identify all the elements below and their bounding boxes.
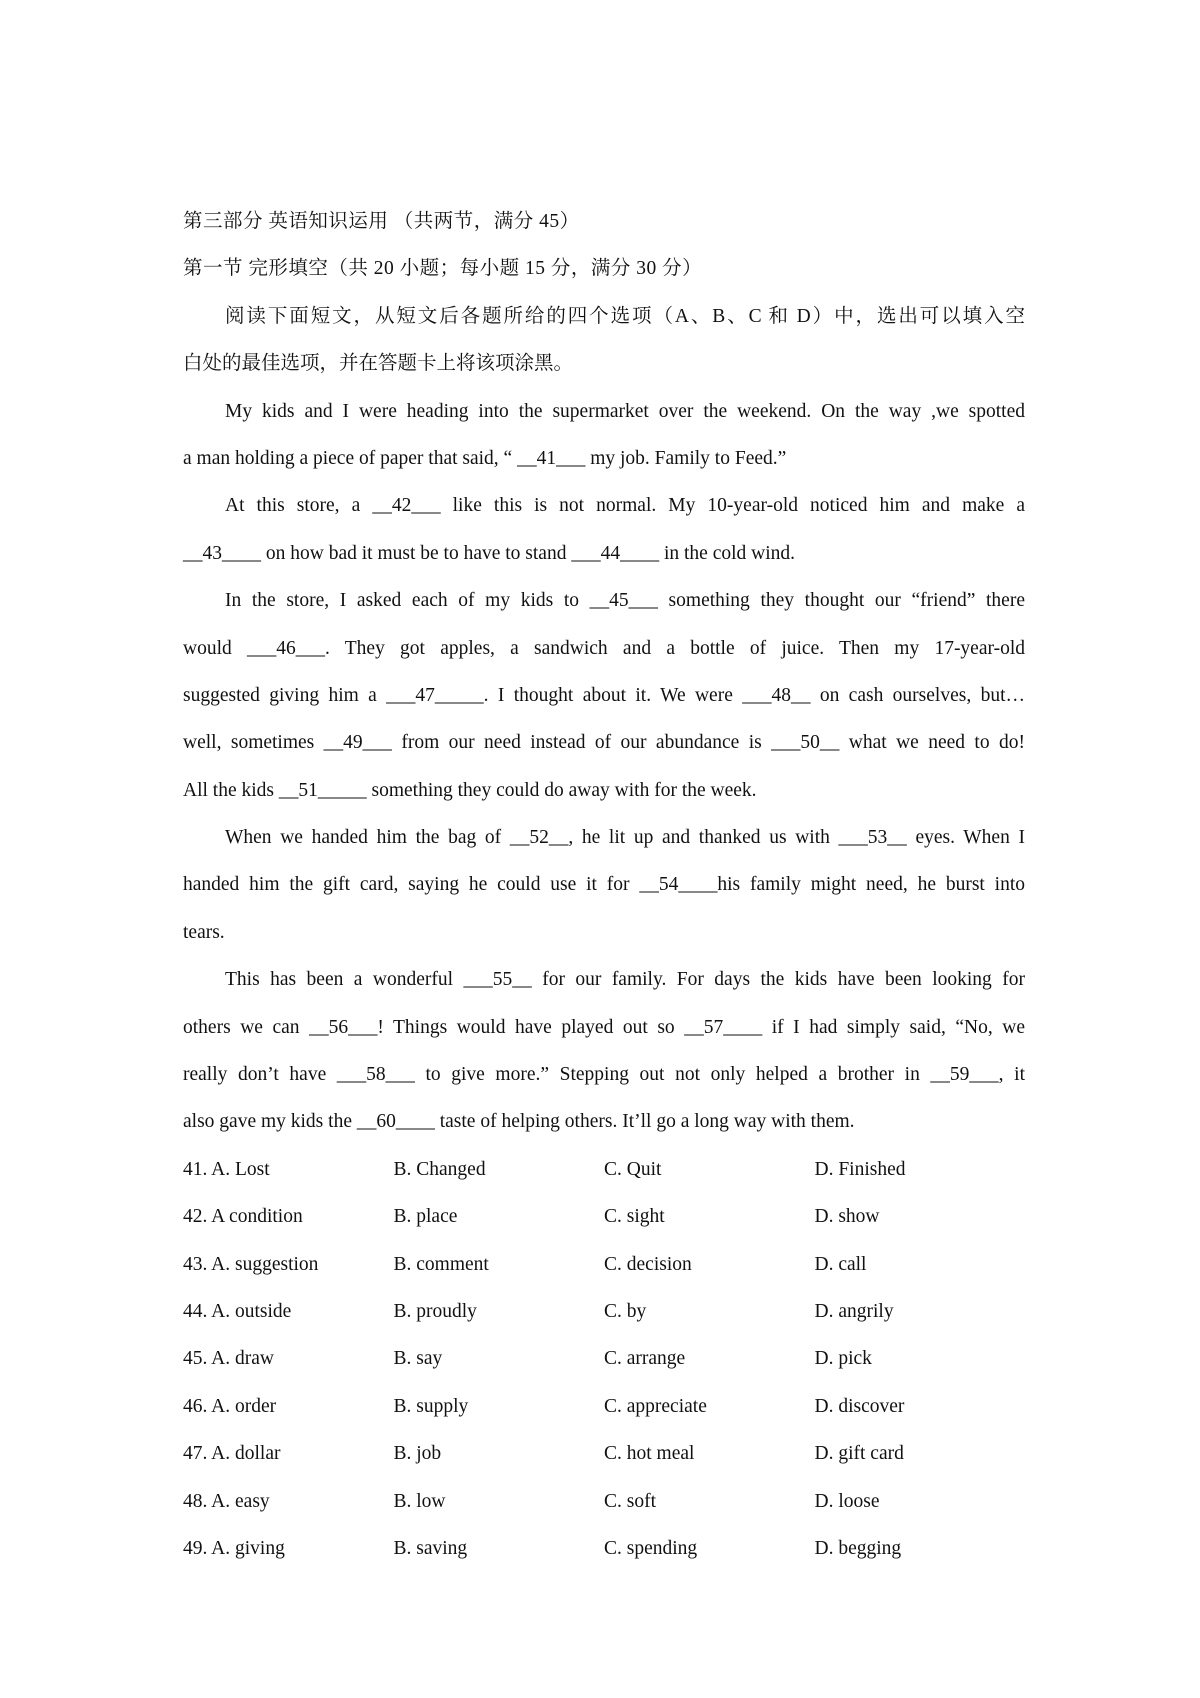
option-choice: C. appreciate [604, 1395, 707, 1417]
option-row [183, 1335, 1025, 1382]
answer-blank: __43____ [183, 542, 261, 564]
passage-line [183, 909, 1025, 956]
passage-text: a man holding a piece of paper that said, “ [183, 447, 518, 469]
answer-blank: __52__ [509, 827, 569, 849]
passage-line [183, 861, 1025, 908]
option-row [183, 1193, 1025, 1240]
option-choice: B. supply [393, 1395, 469, 1417]
option-choice: D. gift card [814, 1443, 904, 1465]
part-title: 第三部分 英语知识运用 （共两节，满分 45） [183, 211, 580, 232]
option-choice: B. Changed [393, 1158, 486, 1180]
passage-text: At this store, a [225, 495, 373, 517]
passage-text: tears. [183, 921, 225, 943]
passage-text: others we can [183, 1016, 310, 1038]
passage-text: something they could do away with for the week. [366, 779, 757, 801]
passage-line [183, 814, 1025, 861]
option-choice: C. by [604, 1300, 647, 1322]
passage-text: handed him the gift card, saying he could use it for [183, 874, 640, 896]
passage-text: . I thought about it. We were ___48__ on cash ourselves, but… [483, 684, 1025, 706]
answer-blank: __49___ [323, 732, 392, 754]
passage-text: for our family. For days the kids have been looking for [531, 969, 1025, 991]
passage-text: to give more.” Stepping out not only helped a brother in __59___, it [414, 1064, 1025, 1086]
passage-line [183, 672, 1025, 719]
answer-blank: __56___ [309, 1016, 378, 1038]
option-choice: D. Finished [814, 1158, 906, 1180]
passage-text: would [183, 637, 247, 659]
option-choice: B. proudly [393, 1300, 477, 1322]
passage-line [183, 956, 1025, 1003]
passage-text: This has been a wonderful [225, 969, 464, 991]
passage-line [183, 577, 1025, 624]
option-choice: D. pick [814, 1348, 872, 1370]
passage-text: When we handed him the bag of [225, 827, 510, 849]
passage-line [183, 767, 1025, 814]
answer-blank: ___46___ [247, 637, 325, 659]
options-list [183, 1146, 1025, 1573]
option-choice: C. sight [604, 1206, 665, 1228]
passage-text: ! Things would have played out so __57____ if I had simply said, “No, we [377, 1016, 1025, 1038]
option-choice: 41. A. Lost [183, 1158, 270, 1180]
passage-line [183, 625, 1025, 672]
option-row [183, 1288, 1025, 1335]
passage-text: like this is not normal. My 10-year-old noticed him and make a [440, 495, 1026, 517]
answer-blank: ___47_____ [386, 684, 484, 706]
option-choice: 42. A condition [183, 1206, 303, 1228]
section-title: 第一节 完形填空（共 20 小题；每小题 15 分，满分 30 分） [183, 258, 703, 280]
option-row [183, 1525, 1025, 1572]
answer-blank: __54____ [639, 874, 718, 896]
passage [183, 388, 1025, 1146]
option-choice: B. low [393, 1490, 446, 1512]
option-choice: C. Quit [604, 1158, 662, 1180]
passage-line [183, 719, 1025, 766]
option-choice: 49. A. giving [183, 1537, 285, 1559]
option-choice: 44. A. outside [183, 1300, 292, 1322]
option-choice: 47. A. dollar [183, 1443, 281, 1465]
option-choice: 43. A. suggestion [183, 1253, 319, 1275]
passage-line [183, 388, 1025, 435]
option-choice: D. loose [814, 1490, 880, 1512]
option-choice: D. call [814, 1253, 867, 1275]
option-choice: D. begging [814, 1537, 902, 1559]
option-row [183, 1430, 1025, 1477]
option-choice: 48. A. easy [183, 1490, 270, 1512]
passage-text: really don’t have [183, 1064, 337, 1086]
passage-text: well, sometimes [183, 732, 324, 754]
instructions-line-1: 阅读下面短文，从短文后各题所给的四个选项（A、B、C 和 D）中，选出可以填入空 [225, 305, 1025, 327]
answer-blank: __41___ [517, 447, 586, 469]
answer-blank: __45___ [589, 590, 658, 612]
option-choice: 45. A. draw [183, 1348, 274, 1370]
option-choice: C. spending [604, 1537, 698, 1559]
option-row [183, 1146, 1025, 1193]
option-choice: B. saving [393, 1537, 468, 1559]
passage-text: In the store, I asked each of my kids to [225, 590, 590, 612]
passage-text: My kids and I were heading into the supermarket over the weekend. On the way ,we spotted [225, 400, 1025, 422]
option-choice: D. show [814, 1206, 880, 1228]
option-choice: B. job [393, 1443, 442, 1465]
passage-line [183, 1098, 1025, 1145]
option-choice: C. decision [604, 1253, 692, 1275]
instructions-line-2: 白处的最佳选项，并在答题卡上将该项涂黑。 [183, 353, 574, 375]
option-choice: B. comment [393, 1253, 489, 1275]
passage-text: suggested giving him a [183, 684, 387, 706]
passage-text: his family might need, he burst into [717, 874, 1025, 896]
option-choice: C. soft [604, 1490, 657, 1512]
passage-text: , he lit up and thanked us with ___53__ eyes. When I [568, 827, 1025, 849]
passage-line [183, 482, 1025, 529]
option-choice: C. hot meal [604, 1443, 695, 1465]
passage-text: All the kids [183, 779, 279, 801]
option-choice: B. place [393, 1206, 458, 1228]
passage-text: something they thought our “friend” there [657, 590, 1025, 612]
passage-text: on how bad it must be to have to stand ___44____ in the cold wind. [261, 542, 796, 564]
option-choice: D. angrily [814, 1300, 894, 1322]
option-row [183, 1383, 1025, 1430]
passage-text: my job. Family to Feed.” [585, 447, 787, 469]
passage-text: taste of helping others. It’ll go a long way with them. [434, 1111, 855, 1133]
passage-line [183, 435, 1025, 482]
answer-blank: __60____ [356, 1111, 435, 1133]
passage-text: also gave my kids the [183, 1111, 357, 1133]
passage-line [183, 1051, 1025, 1098]
answer-blank: __51_____ [278, 779, 367, 801]
option-row [183, 1241, 1025, 1288]
option-choice: D. discover [814, 1395, 905, 1417]
option-choice: 46. A. order [183, 1395, 277, 1417]
passage-line [183, 1004, 1025, 1051]
passage-text: from our need instead of our abundance is ___50__ what we need to do! [391, 732, 1026, 754]
option-row [183, 1478, 1025, 1525]
option-choice: C. arrange [604, 1348, 686, 1370]
option-choice: B. say [393, 1348, 443, 1370]
answer-blank: __42___ [372, 495, 441, 517]
passage-text: . They got apples, a sandwich and a bottle of juice. Then my 17-year-old [325, 637, 1026, 659]
passage-line [183, 530, 1025, 577]
answer-blank: ___55__ [463, 969, 532, 991]
answer-blank: ___58___ [336, 1064, 415, 1086]
exam-page [183, 198, 1025, 1572]
